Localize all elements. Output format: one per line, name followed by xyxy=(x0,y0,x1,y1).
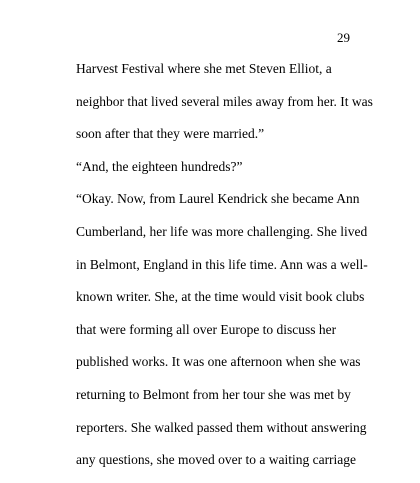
text-line: “Okay. Now, from Laurel Kendrick she became Ann xyxy=(76,191,360,207)
text-line: Harvest Festival where she met Steven Elliot, a xyxy=(76,61,332,76)
text-line: known writer. She, at the time would visit book clubs xyxy=(76,289,365,305)
text-line: published works. It was one afternoon when she was xyxy=(76,354,361,370)
text-line: soon after that they were married.” xyxy=(76,126,265,142)
body-text xyxy=(76,59,376,483)
page-number: 29 xyxy=(337,30,350,45)
text-line: “And, the eighteen hundreds?” xyxy=(76,158,243,174)
text-line: Cumberland, her life was more challenging. She lived xyxy=(76,223,368,239)
text-line: reporters. She walked passed them without answering xyxy=(76,419,367,435)
text-line: returning to Belmont from her tour she was met by xyxy=(76,386,351,402)
text-line: neighbor that lived several miles away from her. It was xyxy=(76,93,373,109)
text-line: that were forming all over Europe to discuss her xyxy=(76,321,337,337)
text-line: any questions, she moved over to a waiting carriage xyxy=(76,452,357,468)
text-line: in Belmont, England in this life time. Ann was a well- xyxy=(76,256,368,272)
